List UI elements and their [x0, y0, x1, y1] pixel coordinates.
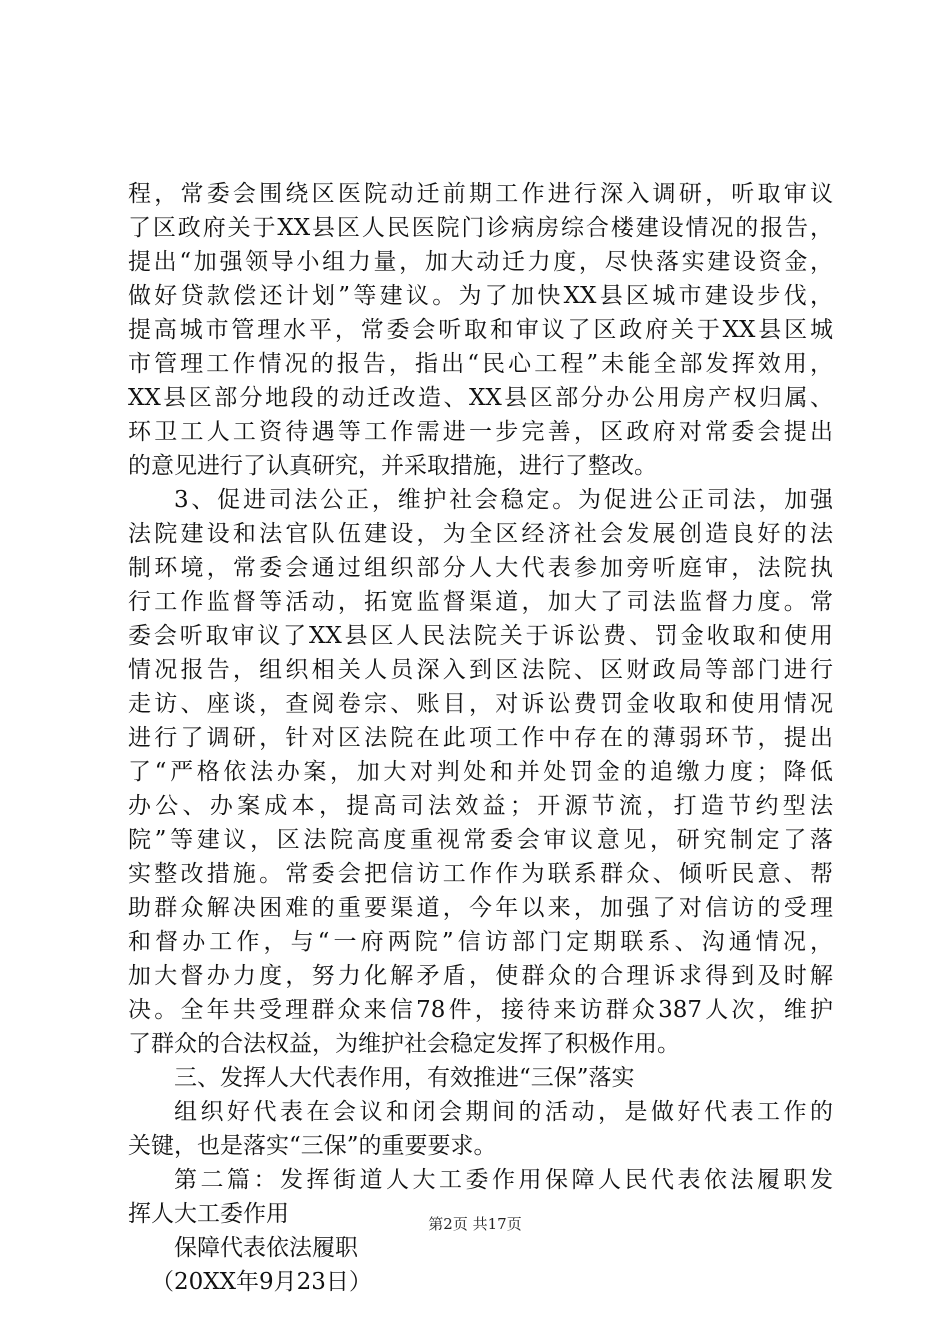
paragraph-line: 加大督办力度，努力化解矛盾，使群众的合理诉求得到及时解 — [128, 963, 833, 989]
paragraph-line: 和督办工作，与“一府两院”信访部门定期联系、沟通情况， — [128, 929, 833, 955]
subtitle: 保障代表依法履职 — [174, 1235, 358, 1261]
paragraph-line: 提出“加强领导小组力量，加大动迁力度，尽快落实建设资金， — [128, 249, 833, 275]
date-line: （20XX年9月23日） — [151, 1269, 372, 1295]
paragraph-line: 关键，也是落实“三保”的重要要求。 — [128, 1133, 497, 1159]
paragraph-line: 3、促进司法公正，维护社会稳定。为促进公正司法，加强 — [174, 487, 833, 513]
paragraph-line: 助群众解决困难的重要渠道，今年以来，加强了对信访的受理 — [128, 895, 833, 921]
paragraph-line: 程，常委会围绕区医院动迁前期工作进行深入调研，听取审议 — [128, 181, 833, 207]
paragraph-line: 了区政府关于XX县区人民医院门诊病房综合楼建设情况的报告， — [128, 215, 833, 241]
paragraph-line: 制环境，常委会通过组织部分人大代表参加旁听庭审，法院执 — [128, 555, 833, 581]
paragraph-line: 环卫工人工资待遇等工作需进一步完善，区政府对常委会提出 — [128, 419, 833, 445]
paragraph-line: 决。全年共受理群众来信78件，接待来访群众387人次，维护 — [128, 997, 833, 1023]
paragraph-line: 进行了调研，针对区法院在此项工作中存在的薄弱环节，提出 — [128, 725, 833, 751]
paragraph-line: 组织好代表在会议和闭会期间的活动，是做好代表工作的 — [174, 1099, 833, 1125]
paragraph-line: 法院建设和法官队伍建设，为全区经济社会发展创造良好的法 — [128, 521, 833, 547]
paragraph-line: 院”等建议，区法院高度重视常委会审议意见，研究制定了落 — [128, 827, 833, 853]
paragraph-line: 行工作监督等活动，拓宽监督渠道，加大了司法监督力度。常 — [128, 589, 833, 615]
paragraph-line: 提高城市管理水平，常委会听取和审议了区政府关于XX县区城 — [128, 317, 833, 343]
paragraph-line: 实整改措施。常委会把信访工作作为联系群众、倾听民意、帮 — [128, 861, 833, 887]
paragraph-line: 市管理工作情况的报告，指出“民心工程”未能全部发挥效用， — [128, 351, 833, 377]
paragraph-line: 做好贷款偿还计划”等建议。为了加快XX县区城市建设步伐， — [128, 283, 833, 309]
paragraph-line: 办公、办案成本，提高司法效益；开源节流，打造节约型法 — [128, 793, 833, 819]
paragraph-line: 了“严格依法办案，加大对判处和并处罚金的追缴力度；降低 — [128, 759, 833, 785]
paragraph-line: 情况报告，组织相关人员深入到区法院、区财政局等部门进行 — [128, 657, 833, 683]
paragraph-line: 委会听取审议了XX县区人民法院关于诉讼费、罚金收取和使用 — [128, 623, 833, 649]
paragraph-line: 了群众的合法权益，为维护社会稳定发挥了积极作用。 — [128, 1031, 680, 1057]
paragraph-line: XX县区部分地段的动迁改造、XX县区部分办公用房产权归属、 — [128, 385, 833, 411]
paragraph-line: 的意见进行了认真研究，并采取措施，进行了整改。 — [128, 453, 657, 479]
chapter-title: 挥人大工委作用 — [128, 1201, 289, 1227]
chapter-title: 第二篇：发挥街道人大工委作用保障人民代表依法履职发 — [174, 1167, 833, 1193]
document-body — [128, 177, 833, 1299]
section-heading: 三、发挥人大代表作用，有效推进“三保”落实 — [174, 1065, 635, 1091]
paragraph-line: 走访、座谈，查阅卷宗、账目，对诉讼费罚金收取和使用情况 — [128, 691, 833, 717]
page-footer: 第2页 共17页 — [428, 1215, 522, 1233]
